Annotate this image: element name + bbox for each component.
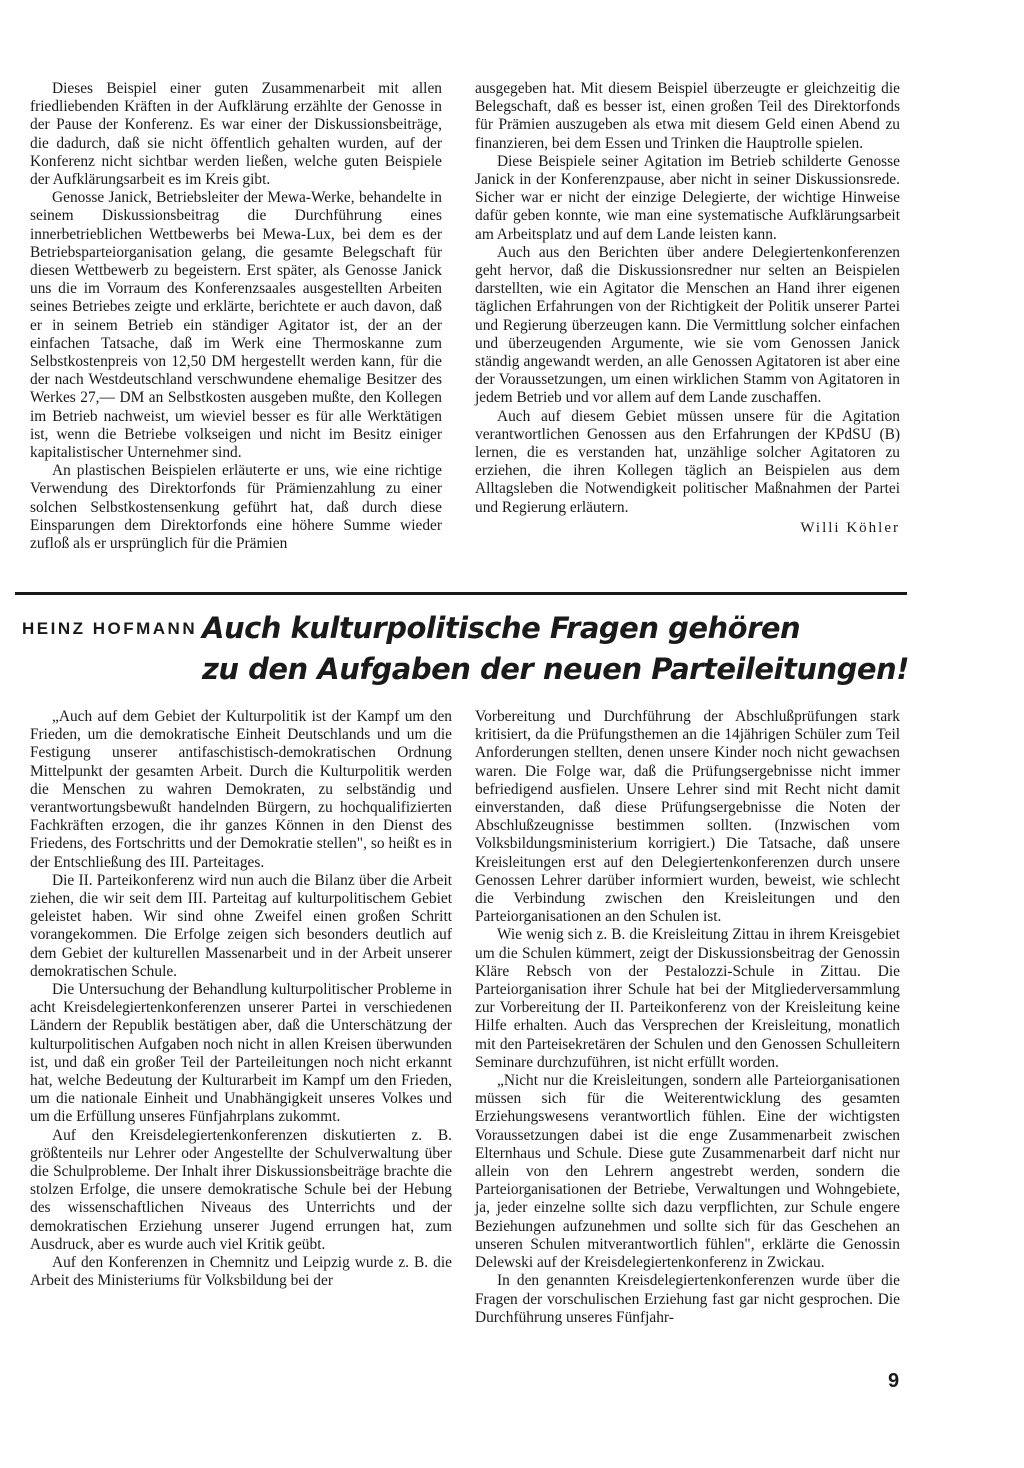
- paragraph: Auch aus den Berichten über andere Delegiertenkonferenzen geht hervor, daß die Diskussionsredner nur selten an Beispielen darstellten, wie ein Agitator die Menschen an Hand ihrer eigenen täglichen Erfahrungen von der Richtigkeit der Politik unserer Partei und Regierung überzeugen kann. Die Vermittlung solcher einfachen und überzeugenden Argumente, wie sie vom Genossen Janick ständig angewandt werden, an alle Genossen Agitatoren ist aber eine der Voraussetzungen, um einen wirklichen Stamm von Agitatoren in jedem Betrieb und vor allem auf dem Lande zuschaffen.: [475, 243, 900, 407]
- paragraph: Auf den Konferenzen in Chemnitz und Leipzig wurde z. B. die Arbeit des Ministeriums für Volksbildung bei der: [30, 1254, 452, 1290]
- paragraph: Vorbereitung und Durchführung der Abschlußprüfungen stark kritisiert, da die Prüfungsthemen an die 14jährigen Schüler zum Teil Anforderungen stellten, denen unsere Kinder noch nicht gewachsen waren. Die Folge war, daß die Prüfungsergebnisse nicht immer befriedigend ausfielen. Unsere Lehrer sind mit Recht nicht damit einverstanden, daß diese Prüfungsergebnisse die Noten der Abschlußzeugnisse bestimmen sollten. (Inzwischen vom Volksbildungsministerium korrigiert.) Die Tatsache, daß unsere Kreisleitungen erst auf den Delegiertenkonferenzen durch unsere Genossen Lehrer darüber informiert wurden, beweist, wie schlecht die Verbindung zwischen den Kreisleitungen und den Parteiorganisationen an den Schulen ist.: [475, 708, 900, 926]
- paragraph: Diese Beispiele seiner Agitation im Betrieb schilderte Genosse Janick in der Konferenzpause, aber nicht in seiner Diskussionsrede. Sicher war er nicht der einzige Delegierte, der wichtige Hinweise dafür geben konnte, wie man eine systematische Aufklärungsarbeit am Arbeitsplatz und auf dem Lande leisten kann.: [475, 152, 900, 243]
- paragraph: In den genannten Kreisdelegiertenkonferenzen wurde über die Fragen der vorschulischen Erziehung fast gar nicht gesprochen. Die Durchführung unseres Fünfjahr-: [475, 1272, 900, 1326]
- paragraph: An plastischen Beispielen erläuterte er uns, wie eine richtige Verwendung des Direktorfonds für Prämienzahlung zu einer solchen Selbstkostensenkung geführt hat, daß durch diese Einsparungen dem Direktorfonds eine höhere Summe wieder zufloß als er ursprünglich für die Prämien: [30, 462, 442, 553]
- main-article-left-column: [30, 708, 452, 1291]
- paragraph: Auch auf diesem Gebiet müssen unsere für die Agitation verantwortlichen Genossen aus den Erfahrungen der KPdSU (B) lernen, die es verstanden hat, unzählige solcher Agitatoren zu erziehen, die ihren Kollegen täglich an Beispielen aus dem Alltagsleben die Notwendigkeit politischer Maßnahmen der Partei und Regierung erläutern.: [475, 407, 900, 516]
- author-signature: Willi Köhler: [800, 519, 900, 536]
- headline-line-1: Auch kulturpolitische Fragen gehören: [202, 611, 801, 645]
- top-article-left-column: [30, 80, 442, 553]
- paragraph: ausgegeben hat. Mit diesem Beispiel überzeugte er gleichzeitig die Belegschaft, daß es besser ist, einen großen Teil des Direktorfonds für Prämien auszugeben als etwa mit diesem Geld einen Abend zu finanzieren, bei dem Essen und Trinken die Hauptrolle spielen.: [475, 80, 900, 152]
- paragraph: Die II. Parteikonferenz wird nun auch die Bilanz über die Arbeit ziehen, die wir seit dem III. Parteitag auf kulturpolitischem Gebiet geleistet haben. Wir sind ohne Zweifel einen großen Schritt vorangekommen. Die Erfolge zeigen sich besonders deutlich auf dem Gebiet der kulturellen Massenarbeit und in der Arbeit unserer demokratischen Schule.: [30, 871, 452, 980]
- paragraph: „Auch auf dem Gebiet der Kulturpolitik ist der Kampf um den Frieden, um die demokratische Einheit Deutschlands und um die Festigung unserer antifaschistisch-demokratischen Ordnung Mittelpunkt der gesamten Arbeit. Durch die Kulturpolitik werden die Menschen zu wahren Demokraten, zu selbständig und verantwortungsbewußt handelnden Bürgern, zu hochqualifizierten Fachkräften erzogen, die ihr ganzes Können in den Dienst des Friedens, des Fortschritts und der Demokratie stellen", so heißt es in der Entschließung des III. Parteitages.: [30, 708, 452, 871]
- main-article-right-column: [475, 708, 900, 1327]
- page-number: 9: [888, 1370, 900, 1392]
- top-article-right-column: [475, 80, 900, 537]
- paragraph: Dieses Beispiel einer guten Zusammenarbeit mit allen friedliebenden Kräften in der Aufklärung erzählte der Genosse in der Pause der Konferenz. Es war einer der Diskussionsbeiträge, die dadurch, daß sie nicht öffentlich gehalten wurden, auf der Konferenz nicht sichtbar werden ließen, welche guten Beispiele der Aufklärungsarbeit es im Kreis gibt.: [30, 80, 442, 189]
- paragraph: Die Untersuchung der Behandlung kulturpolitischer Probleme in acht Kreisdelegiertenkonferenzen unserer Partei in verschiedenen Ländern der Republik bestätigen aber, daß die Unterschätzung der kulturpolitischen Aufgaben noch nicht in allen Kreisen überwunden ist, und daß ein großer Teil der Parteileitungen noch nicht erkannt hat, welche Bedeutung der Kulturarbeit im Kampf um den Frieden, um die nationale Einheit und Unabhängigkeit unseres Volkes und um die Erfüllung unseres Fünfjahrplans zukommt.: [30, 981, 452, 1126]
- article-author: HEINZ HOFMANN: [22, 619, 198, 638]
- paragraph: Genosse Janick, Betriebsleiter der Mewa-Werke, behandelte in seinem Diskussionsbeitrag die Durchführung eines innerbetrieblichen Wettbewerbs bei Mewa-Lux, bei dem es der Betriebsparteiorganisation gelang, die gesamte Belegschaft für diesen Wettbewerb zu begeistern. Erst später, als Genosse Janick uns die im Vorraum des Konferenzsaales ausgestellten Arbeiten seines Betriebes zeigte und erklärte, berichtete er auch davon, daß er in seinem Betrieb ein ständiger Agitator ist, der an der einfachen Tatsache, daß im Werk eine Thermoskanne zum Selbstkostenpreis von 12,50 DM hergestellt werden kann, für die der nach Westdeutschland verschwundene ehemalige Besitzer des Werkes 27,— DM an Selbstkosten ausgeben mußte, den Kollegen im Betrieb nachweist, um wieviel besser es für alle Werktätigen ist, wenn die Betriebe volkseigen und nicht im Besitz einiger kapitalistischer Unternehmer sind.: [30, 189, 442, 462]
- headline-line-2: zu den Aufgaben der neuen Parteileitungen!: [202, 652, 909, 686]
- paragraph: „Nicht nur die Kreisleitungen, sondern alle Parteiorganisationen müssen sich für die Weiterentwicklung des gesamten Erziehungswesens verantwortlich fühlen. Eine der wichtigsten Voraussetzungen dabei ist die enge Zusammenarbeit zwischen Elternhaus und Schule. Diese gute Zusammenarbeit darf nicht nur allein von den Lehrern angestrebt werden, sondern die Parteiorganisationen der Betriebe, Verwaltungen und Wohngebiete, ja, jeder einzelne sollte sich dazu verpflichten, zur Schule engere Beziehungen aufzunehmen und sollte sich für das Geschehen an unseren Schulen mitverantwortlich fühlen", erklärte die Genossin Delewski auf der Kreisdelegiertenkonferenz in Zwickau.: [475, 1072, 900, 1272]
- section-divider: [15, 592, 907, 595]
- paragraph: Wie wenig sich z. B. die Kreisleitung Zittau in ihrem Kreisgebiet um die Schulen kümmert, zeigt der Diskussionsbeitrag der Genossin Kläre Rebsch von der Pestalozzi-Schule in Zittau. Die Parteiorganisation ihrer Schule hat bei der Mitgliederversammlung zur Vorbereitung der II. Parteikonferenz von der Kreisleitung keine Hilfe erhalten. Auch das Versprechen der Kreisleitung, monatlich mit den Parteisekretären der Schulen und den Genossen Schulleitern Seminare durchzuführen, ist nicht erfüllt worden.: [475, 926, 900, 1071]
- article-headline: [190, 608, 910, 690]
- paragraph: Auf den Kreisdelegiertenkonferenzen diskutierten z. B. größtenteils nur Lehrer oder Angestellte der Schulverwaltung über die Schulprobleme. Der Inhalt ihrer Diskussionsbeiträge brachte die stolzen Erfolge, die unsere demokratische Schule bei der Hebung des wissenschaftlichen Niveaus des Unterrichts und der demokratischen Erziehung unserer Jugend errungen hat, zum Ausdruck, aber es wurde auch viel Kritik geübt.: [30, 1126, 452, 1253]
